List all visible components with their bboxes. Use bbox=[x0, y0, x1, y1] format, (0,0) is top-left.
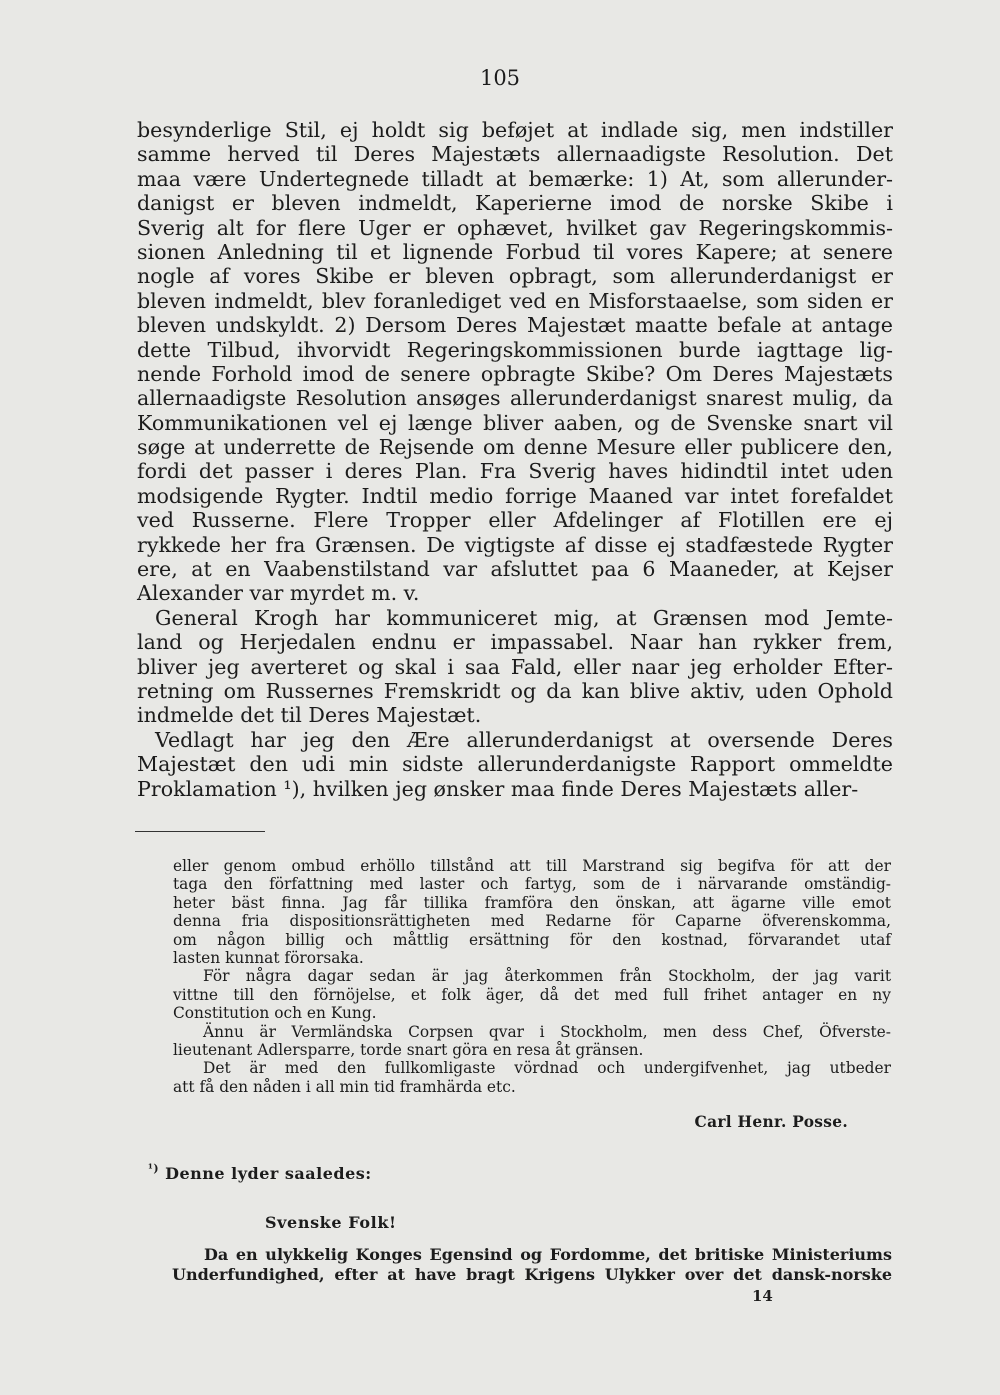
text-line: Det är med den fullkomligaste vördnad och undergifvenhet, jag utbeder bbox=[203, 1059, 891, 1078]
text-line: bliver jeg averteret og skal i saa Fald, eller naar jeg erholder Efter- bbox=[137, 654, 893, 679]
text-line: bleven undskyldt. 2) Dersom Deres Majestæt maatte befale at antage bbox=[137, 313, 893, 338]
text-line: General Krogh har kommuniceret mig, at Grænsen mod Jemte- bbox=[155, 605, 893, 630]
text-line: dette Tilbud, ihvorvidt Regeringskommissionen burde iagttage lig- bbox=[137, 337, 893, 362]
text-line: maa være Undertegnede tilladt at bemærke: 1) At, som allerunder- bbox=[137, 166, 893, 191]
text-line: indmelde det til Deres Majestæt. bbox=[137, 703, 482, 728]
text-line: samme herved til Deres Majestæts allernaadigste Resolution. Det bbox=[137, 142, 893, 167]
text-line: Majestæt den udi min sidste allerunderdanigste Rapport ommeldte bbox=[137, 752, 893, 777]
notes-text bbox=[173, 857, 891, 1096]
text-line: vittne till den förnöjelse, et folk äger, då det med full frihet antager en ny bbox=[173, 985, 891, 1004]
footnote-heading bbox=[148, 1164, 372, 1183]
text-line: nende Forhold imod de senere opbragte Skibe? Om Deres Majestæts bbox=[137, 361, 893, 386]
page-number: 105 bbox=[479, 66, 521, 90]
text-line: att få den nåden i all min tid framhärda etc. bbox=[173, 1077, 516, 1096]
text-line: Constitution och en Kung. bbox=[173, 1004, 377, 1023]
text-line: Ännu är Vermländska Corpsen qvar i Stockholm, men dess Chef, Öfverste- bbox=[203, 1022, 891, 1041]
text-line: danigst er bleven indmeldt, Kaperierne imod de norske Skibe i bbox=[137, 191, 893, 216]
text-line: lasten kunnat förorsaka. bbox=[173, 948, 364, 967]
text-line: Alexander var myrdet m. v. bbox=[137, 581, 420, 606]
text-line: För några dagar sedan är jag återkommen från Stockholm, der jag varit bbox=[203, 967, 891, 986]
text-line: Vedlagt har jeg den Ære allerunderdanigst at oversende Deres bbox=[155, 727, 893, 752]
text-line: denna fria dispositionsrättigheten med Redarne för Caparne öfverenskomma, bbox=[173, 912, 891, 931]
text-line: besynderlige Stil, ej holdt sig beføjet at indlade sig, men indstiller bbox=[137, 118, 893, 142]
signature-mark: 14 bbox=[752, 1287, 773, 1305]
text-line: Sverig alt for flere Uger er ophævet, hvilket gav Regeringskommis- bbox=[137, 215, 893, 240]
text-line: eller genom ombud erhöllo tillstånd att till Marstrand sig begifva för att der bbox=[173, 857, 891, 875]
text-line: Kommunikationen vel ej længe bliver aaben, og de Svenske snart vil bbox=[137, 410, 893, 435]
text-line: om någon billig och måttlig ersättning för den kostnad, förvarandet utaf bbox=[173, 930, 891, 949]
text-line: sionen Anledning til et lignende Forbud til vores Kapere; at senere bbox=[137, 239, 893, 264]
text-line: Underfundighed, efter at have bragt Krigens Ulykker over det dansk-norske bbox=[172, 1265, 892, 1284]
text-line: land og Herjedalen endnu er impassabel. Naar han rykker frem, bbox=[137, 630, 893, 655]
proclamation-text bbox=[172, 1245, 892, 1285]
text-line: rykkede her fra Grænsen. De vigtigste af disse ej stadfæstede Rygter bbox=[137, 532, 893, 557]
signature: Carl Henr. Posse. bbox=[694, 1113, 848, 1131]
text-line: fordi det passer i deres Plan. Fra Sverig haves hidindtil intet uden bbox=[137, 459, 893, 484]
footnote-divider bbox=[135, 831, 265, 832]
text-line: taga den författning med laster och fartyg, som de i närvarande omständig- bbox=[173, 875, 891, 894]
footnote-text: Denne lyder saaledes: bbox=[165, 1164, 372, 1183]
main-text bbox=[137, 118, 893, 801]
text-line: modsigende Rygter. Indtil medio forrige Maaned var intet forefaldet bbox=[137, 483, 893, 508]
text-line: ved Russerne. Flere Tropper eller Afdelinger af Flotillen ere ej bbox=[137, 508, 893, 533]
text-line: Proklamation ¹), hvilken jeg ønsker maa finde Deres Majestæts aller- bbox=[137, 776, 859, 801]
text-line: bleven indmeldt, blev foranlediget ved en Misforstaaelse, som siden er bbox=[137, 288, 893, 313]
proclamation-title: Svenske Folk! bbox=[265, 1213, 397, 1232]
text-line: ere, at en Vaabenstilstand var afsluttet paa 6 Maaneder, at Kejser bbox=[137, 557, 893, 582]
text-line: retning om Russernes Fremskridt og da kan blive aktiv, uden Ophold bbox=[137, 678, 893, 703]
text-line: allernaadigste Resolution ansøges allerunderdanigst snarest mulig, da bbox=[137, 386, 893, 411]
text-line: lieutenant Adlersparre, torde snart göra en resa åt gränsen. bbox=[173, 1040, 644, 1059]
text-line: Da en ulykkelig Konges Egensind og Fordomme, det britiske Ministeriums bbox=[204, 1245, 892, 1264]
text-line: søge at underrette de Rejsende om denne Mesure eller publicere den, bbox=[137, 435, 893, 460]
text-line: heter bäst finna. Jag får tillika framföra den önskan, att ägarne ville emot bbox=[173, 893, 891, 912]
text-line: nogle af vores Skibe er bleven opbragt, som allerunderdanigst er bbox=[137, 264, 893, 289]
footnote-marker: ¹) bbox=[148, 1162, 160, 1175]
